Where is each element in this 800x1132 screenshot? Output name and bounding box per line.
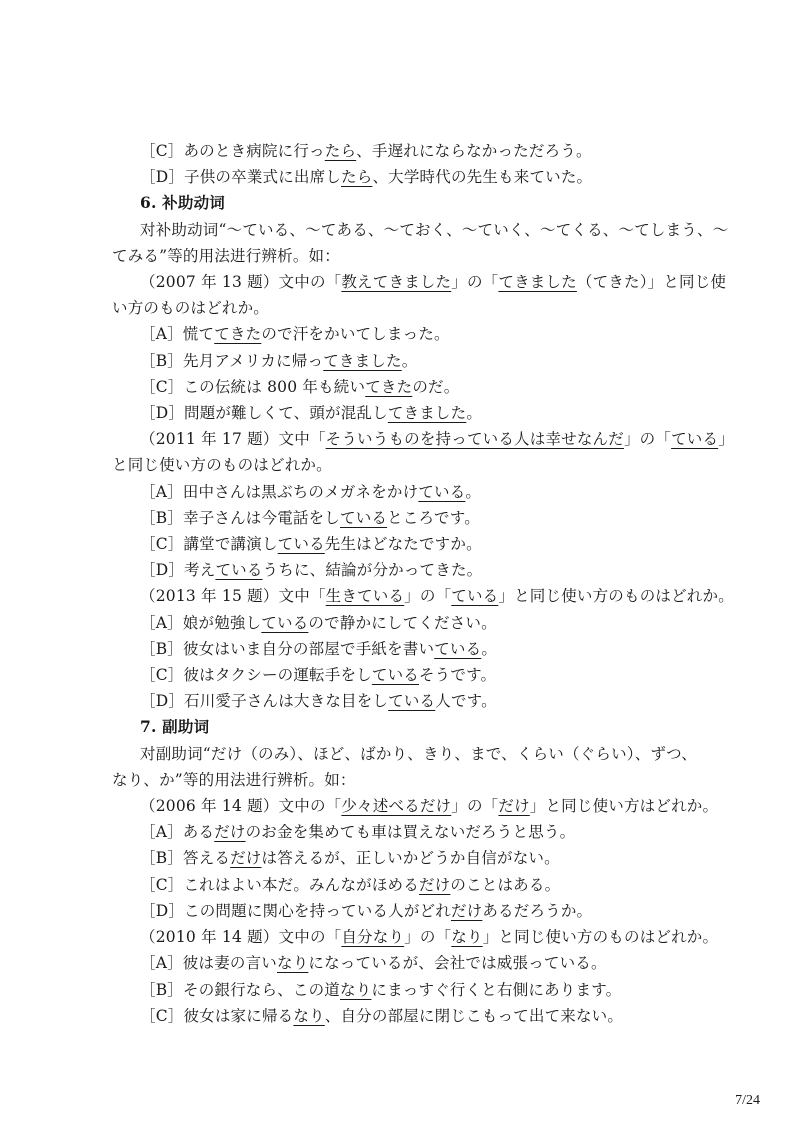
text-segment: ［C］この伝統は 800 年も続い bbox=[140, 377, 366, 396]
text-segment: 、自分の部屋に閉じこもって出て来ない。 bbox=[324, 1006, 624, 1025]
underlined-text: ている bbox=[277, 535, 325, 554]
text-segment: 对补助动词“～ている、～てある、～ておく、～ていく、～てくる、～てしまう、～ bbox=[140, 220, 729, 239]
text-segment: のことはある。 bbox=[450, 875, 561, 894]
underlined-text: だけ bbox=[498, 797, 530, 816]
text-line bbox=[112, 793, 719, 819]
text-segment: ［B］その銀行なら、この道 bbox=[140, 980, 340, 999]
answer-option bbox=[112, 872, 712, 898]
section-heading bbox=[112, 714, 712, 740]
text-line bbox=[112, 767, 712, 793]
text-segment: 、手遅れにならなかっただろう。 bbox=[356, 142, 592, 160]
text-segment: あるだろうか。 bbox=[482, 901, 593, 920]
underlined-text: ている bbox=[215, 561, 263, 580]
text-segment: なり、か”等的用法进行辨析。如： bbox=[112, 770, 356, 789]
answer-option bbox=[112, 977, 712, 1003]
text-segment: 。 bbox=[465, 482, 482, 501]
underlined-text: なり bbox=[277, 954, 309, 973]
text-segment: は答えるが、正しいかどうか自信がない。 bbox=[261, 849, 560, 868]
answer-option bbox=[112, 819, 712, 845]
underlined-text: 少々述べるだけ bbox=[341, 797, 452, 816]
underlined-text: てきました bbox=[498, 273, 577, 292]
text-segment: そうです。 bbox=[418, 666, 497, 685]
text-segment: と同じ使い方のものはどれか。 bbox=[112, 456, 332, 475]
text-segment: （2013 年 15 题）文中「 bbox=[140, 587, 326, 606]
underlined-text: てきました bbox=[323, 351, 402, 370]
answer-option bbox=[112, 662, 712, 688]
text-line bbox=[112, 924, 719, 950]
answer-option bbox=[112, 348, 712, 374]
text-segment: ［C］講堂で講演し bbox=[140, 535, 278, 554]
page-number: 7/24 bbox=[735, 1093, 760, 1108]
underlined-text: だけ bbox=[214, 823, 246, 842]
answer-option bbox=[112, 400, 712, 426]
text-segment: 先生はどなたですか。 bbox=[324, 535, 482, 554]
text-segment: ［C］彼女は家に帰る bbox=[140, 1006, 294, 1025]
text-segment: にまっすぐ行くと右側にあります。 bbox=[371, 980, 622, 999]
text-segment: ［C］彼はタクシーの運転手をし bbox=[140, 666, 372, 685]
text-segment: てみる”等的用法进行辨析。如： bbox=[112, 246, 340, 265]
text-segment: ［D］考え bbox=[140, 561, 216, 580]
text-segment: ［A］彼は妻の言い bbox=[140, 954, 277, 973]
underlined-text: たら bbox=[324, 142, 357, 160]
text-segment: 」の「 bbox=[404, 587, 452, 606]
answer-option bbox=[112, 321, 712, 347]
text-segment: になっているが、会社では威張っている。 bbox=[308, 954, 607, 973]
underlined-text: ている bbox=[261, 613, 309, 632]
underlined-text: だけ bbox=[230, 849, 262, 868]
underlined-text: ている bbox=[371, 666, 419, 685]
answer-option bbox=[112, 164, 712, 190]
text-line bbox=[112, 217, 729, 243]
text-segment: （2010 年 14 题）文中の「 bbox=[140, 928, 342, 947]
underlined-text: なり bbox=[293, 1006, 325, 1025]
underlined-text: なり bbox=[451, 928, 483, 947]
answer-option bbox=[112, 374, 712, 400]
text-segment: い方のものはどれか。 bbox=[112, 299, 270, 318]
answer-option bbox=[112, 688, 712, 714]
text-segment: ［A］娘が勉強し bbox=[140, 613, 262, 632]
text-segment: ので汗をかいてしまった。 bbox=[261, 325, 450, 344]
answer-option bbox=[112, 557, 712, 583]
section-heading bbox=[112, 190, 712, 216]
answer-option bbox=[112, 950, 712, 976]
text-segment: ［D］問題が難しくて、頭が混乱し bbox=[140, 404, 388, 423]
text-segment: （2006 年 14 题）文中の「 bbox=[140, 797, 342, 816]
text-segment: （2007 年 13 题）文中の「 bbox=[140, 273, 342, 292]
text-segment: うちに、結論が分かってきた。 bbox=[262, 561, 483, 580]
text-segment: 对副助词“だけ（のみ）、ほど、ばかり、きり、まで、くらい（ぐらい）、ずつ、 bbox=[140, 744, 697, 763]
answer-option bbox=[112, 610, 712, 636]
text-line bbox=[112, 583, 734, 609]
text-segment: 」の「 bbox=[451, 797, 499, 816]
answer-option bbox=[112, 898, 712, 924]
text-segment: 。 bbox=[466, 404, 483, 423]
underlined-text: だけ bbox=[450, 901, 483, 920]
text-line bbox=[112, 269, 727, 295]
underlined-text: てきました bbox=[387, 404, 467, 423]
underlined-text: なり bbox=[340, 980, 372, 999]
text-segment: 、大学時代の先生も来ていた。 bbox=[372, 168, 593, 187]
text-line bbox=[112, 295, 712, 321]
text-segment: ［D］子供の卒業式に出席し bbox=[140, 168, 342, 187]
text-line bbox=[112, 741, 712, 767]
answer-option bbox=[112, 531, 712, 557]
text-segment: ［A］田中さんは黒ぶちのメガネをかけ bbox=[140, 482, 419, 501]
text-segment: 7. 副助词 bbox=[140, 717, 210, 737]
text-segment: 」 bbox=[718, 430, 734, 449]
underlined-text: てきた bbox=[214, 325, 262, 344]
answer-option bbox=[112, 479, 712, 505]
answer-option bbox=[112, 1003, 712, 1029]
answer-option bbox=[112, 505, 712, 531]
underlined-text: ている bbox=[671, 430, 719, 449]
underlined-text: ている bbox=[388, 692, 436, 711]
text-segment: 」と同じ使い方はどれか。 bbox=[529, 797, 719, 816]
text-segment: ［B］先月アメリカに帰っ bbox=[140, 351, 324, 370]
underlined-text: だけ bbox=[418, 875, 451, 894]
text-segment: 」と同じ使い方のものはどれか。 bbox=[498, 587, 734, 606]
text-segment: （2011 年 17 题）文中「 bbox=[140, 430, 326, 449]
text-segment: 」の「 bbox=[404, 928, 452, 947]
answer-option bbox=[112, 138, 712, 164]
underlined-text: ている bbox=[434, 639, 482, 658]
text-segment: 」の「 bbox=[623, 430, 672, 449]
text-segment: 。 bbox=[481, 639, 498, 658]
underlined-text: ている bbox=[451, 587, 499, 606]
text-line bbox=[112, 426, 734, 452]
underlined-text: そういうものを持っている人は幸せなんだ bbox=[325, 430, 624, 449]
text-segment: 6. 补助动词 bbox=[140, 193, 225, 213]
underlined-text: 生きている bbox=[325, 587, 405, 606]
text-segment: 」の「 bbox=[451, 273, 499, 292]
text-segment: ［B］幸子さんは今電話をし bbox=[140, 508, 340, 527]
text-line bbox=[112, 243, 712, 269]
answer-option bbox=[112, 845, 712, 871]
text-segment: 」と同じ使い方のものはどれか。 bbox=[482, 928, 719, 947]
underlined-text: ている bbox=[340, 508, 388, 527]
text-segment: のだ。 bbox=[412, 377, 460, 396]
text-segment: ［C］あのとき病院に行っ bbox=[140, 142, 325, 160]
page-body bbox=[112, 138, 734, 1029]
text-segment: ［C］これはよい本だ。みんながほめる bbox=[140, 875, 419, 894]
text-segment: ［B］答える bbox=[140, 849, 231, 868]
text-segment: 。 bbox=[401, 351, 418, 370]
text-segment: （てきた）」と同じ使 bbox=[576, 273, 727, 292]
underlined-text: たら bbox=[341, 168, 373, 187]
text-line bbox=[112, 452, 712, 478]
answer-option bbox=[112, 636, 712, 662]
text-segment: ところです。 bbox=[387, 508, 480, 527]
text-segment: ［B］彼女はいま自分の部屋で手紙を書い bbox=[140, 639, 435, 658]
underlined-text: 教えてきました bbox=[341, 273, 452, 292]
text-segment: ので静かにしてください。 bbox=[308, 613, 497, 632]
text-segment: 人です。 bbox=[435, 692, 497, 711]
text-segment: ［D］石川愛子さんは大きな目をし bbox=[140, 692, 389, 711]
text-segment: ［D］この問題に関心を持っている人がどれ bbox=[140, 901, 451, 920]
underlined-text: 自分なり bbox=[341, 928, 405, 947]
text-segment: のお金を集めても車は買えないだろうと思う。 bbox=[245, 823, 576, 842]
underlined-text: ている bbox=[418, 482, 466, 501]
text-segment: ［A］慌て bbox=[140, 325, 215, 344]
underlined-text: てきた bbox=[365, 377, 413, 396]
text-segment: ［A］ある bbox=[140, 823, 215, 842]
